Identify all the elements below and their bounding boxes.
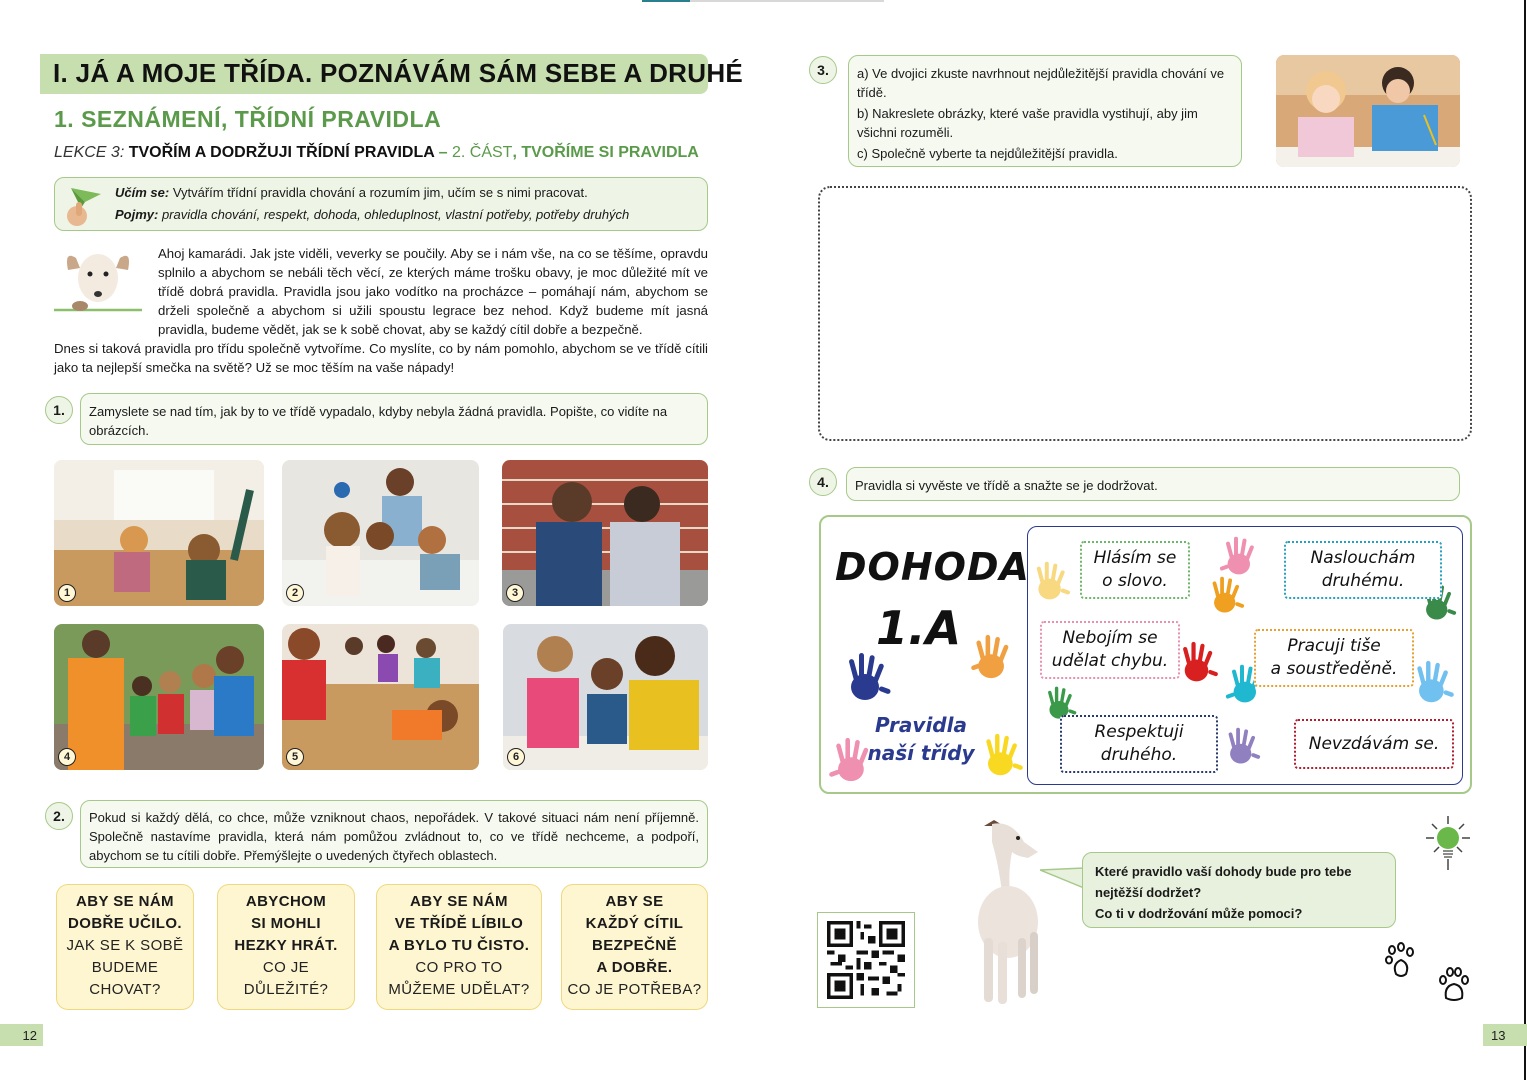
reflection-question-2: Co ti v dodržování může pomoci?: [1095, 906, 1303, 921]
area-card-question: [377, 957, 541, 1001]
photo-number-badge: 3: [506, 584, 524, 602]
drawing-area[interactable]: [818, 186, 1472, 441]
photo-number-badge: 6: [507, 748, 525, 766]
area-card-heading: [218, 891, 354, 957]
reflection-question-1: Které pravidlo vaší dohody bude pro tebe nejtěžší dodržet?: [1095, 864, 1352, 900]
photo-4: [54, 624, 264, 770]
learning-goal-text: Vytvářím třídní pravidla chování a rozumím jim, učím se s nimi pracovat.: [169, 185, 588, 200]
area-card-question-line: JAK SE K SOBĚ: [66, 937, 184, 954]
area-card-heading-line: DOBŘE UČILO.: [68, 915, 182, 932]
area-card-question-line: CO PRO TO: [415, 959, 503, 976]
poster-class-name: 1.A: [876, 601, 962, 655]
orange-handprint-icon: [969, 629, 1015, 685]
area-card-question-line: DŮLEŽITÉ?: [243, 981, 329, 998]
photo-2: [282, 460, 479, 606]
chapter-title: I. JÁ A MOJE TŘÍDA. POZNÁVÁM SÁM SEBE A DRUHÉ: [53, 58, 744, 88]
area-card-clean: [376, 884, 542, 1010]
lesson-prefix: LEKCE 3:: [54, 144, 129, 161]
rule-card: [1294, 719, 1454, 769]
area-card-heading-line: ABY SE NÁM: [76, 893, 174, 910]
area-card-learning: [56, 884, 194, 1010]
intro-paragraph-b: Dnes si taková pravidla pro třídu společně vytvoříme. Co myslíte, co by nám pomohlo, abychom se ve třídě cítili jako ta nejlepší smečka na světě? Už se moc těším na vaše nápady!: [54, 341, 708, 375]
bored-students-photo: [282, 624, 479, 770]
rule-text-line: Pracuji tiše: [1287, 636, 1381, 656]
task-1-number: 1.: [45, 396, 73, 424]
page-progress-bar[interactable]: [642, 0, 884, 2]
area-card-question: [57, 935, 193, 1001]
area-card-question: [562, 979, 707, 1001]
page-progress-fill: [642, 0, 690, 2]
kids-working-together-photo: [503, 624, 708, 770]
area-card-heading: [57, 891, 193, 935]
poster-title: DOHODA: [835, 545, 1030, 589]
reflection-speech-bubble: [1082, 852, 1396, 928]
dog-mascot-head-icon: [54, 244, 142, 312]
photo-6: [503, 624, 708, 770]
area-card-question-line: CHOVAT?: [89, 981, 161, 998]
poster-subtitle-line: naší třídy: [867, 741, 975, 765]
greyhound-dog-illustration: [962, 812, 1062, 1012]
rule-text-line: Respektuji: [1094, 722, 1184, 742]
lesson-comma: ,: [512, 144, 522, 161]
area-card-heading-line: SI MOHLI: [251, 915, 321, 932]
task-3-number: 3.: [809, 56, 837, 84]
photo-number-badge: 2: [286, 584, 304, 602]
kids-whispering-photo: [54, 624, 264, 770]
rule-text-line: Naslouchám: [1310, 548, 1416, 568]
yellow-handprint-icon: [1032, 553, 1072, 609]
lesson-dash: –: [434, 144, 452, 161]
rule-card: [1080, 541, 1190, 599]
section-title: 1. SEZNÁMENÍ, TŘÍDNÍ PRAVIDLA: [54, 106, 442, 132]
lesson-subtitle: TVOŘÍME SI PRAVIDLA: [521, 144, 699, 161]
page-number-left: 12: [0, 1024, 43, 1046]
light-blue-handprint-icon: [1412, 655, 1456, 709]
intro-paragraph-a: Ahoj kamarádi. Jak jste viděli, veverky se poučily. Aby se i nám vše, na co se těšíme, opravdu splnilo a abychom se nebáli těch věcí, ze kterých máme trošku obavy, je moc důležité mít ve třídě dobrá pravidla. Pravidla jsou jako vodítko na procházce – pomáhají nám, abychom se drželi společně a abychom si užili spoustu legrace bez nehod. Když budeme mít jasná pravidla, budeme vědět, jak se k sobě chovat, aby se každý cítil dobře a bezpečně.: [158, 246, 708, 337]
page-number-right: 13: [1483, 1024, 1527, 1046]
rule-card: [1254, 629, 1414, 687]
area-card-question-line: CO JE POTŘEBA?: [567, 981, 702, 998]
pink-handprint-icon: [827, 731, 873, 789]
rules-panel: [1027, 526, 1463, 785]
rule-text-line: Hlásím se: [1093, 548, 1177, 568]
rule-text-line: druhému.: [1321, 571, 1405, 591]
paper-plane-hand-icon: [63, 182, 105, 228]
area-card-heading-line: KAŽDÝ CÍTIL: [585, 915, 684, 932]
area-card-heading-line: VE TŘÍDĚ LÍBILO: [394, 915, 524, 932]
photo-number-badge: 5: [286, 748, 304, 766]
qr-code[interactable]: [817, 912, 915, 1008]
kids-drawing-photo: [1276, 55, 1460, 167]
task-2-number: 2.: [45, 802, 73, 830]
area-card-heading-line: ABY SE NÁM: [410, 893, 508, 910]
poster-subtitle-line: Pravidla: [875, 713, 967, 737]
area-card-play: [217, 884, 355, 1010]
photo-number-badge: 1: [58, 584, 76, 602]
yellow-handprint-icon: [981, 727, 1025, 783]
rule-card: [1284, 541, 1442, 599]
qr-code-icon: [826, 921, 906, 999]
area-card-heading-line: BEZPEČNĚ: [592, 937, 677, 954]
teacher-helping-kids-photo: [282, 460, 479, 606]
area-card-heading-line: A DOBŘE.: [596, 959, 673, 976]
photo-5: [282, 624, 479, 770]
task-4-instructions: Pravidla si vyvěste ve třídě a snažte se je dodržovat.: [846, 467, 1460, 501]
rule-text-line: druhého.: [1100, 745, 1178, 765]
learning-goal-label: Učím se:: [115, 185, 170, 200]
paw-print-icon: [1384, 942, 1418, 980]
viewer-edge-divider: [1524, 0, 1526, 1080]
paw-print-icon: [1436, 966, 1470, 1004]
lesson-part: 2. ČÁST: [451, 144, 513, 161]
task-3-item-a: a) Ve dvojici zkuste navrhnout nejdůležitější pravidla chování ve třídě.: [857, 66, 1225, 100]
area-card-question-line: CO JE: [262, 959, 310, 976]
task-3-instructions: [848, 55, 1242, 167]
rule-text-line: udělat chybu.: [1051, 651, 1169, 671]
lesson-title: TVOŘÍM A DODRŽUJI TŘÍDNÍ PRAVIDLA: [128, 144, 435, 161]
area-card-heading-line: ABY SE: [605, 893, 664, 910]
task-3-item-b: b) Nakreslete obrázky, které vaše pravidla vystihují, aby jim všichni rozuměli.: [857, 106, 1198, 140]
area-card-safe: [561, 884, 708, 1010]
rule-card: [1060, 715, 1218, 773]
purple-handprint-icon: [1224, 721, 1262, 771]
lesson-heading: [54, 144, 699, 162]
key-terms: [115, 207, 629, 222]
idea-lightbulb-icon: [1422, 816, 1474, 872]
rule-card: [1040, 621, 1180, 679]
area-card-heading: [377, 891, 541, 957]
area-card-heading: [562, 891, 707, 979]
photo-number-badge: 4: [58, 748, 76, 766]
photo-3: [502, 460, 708, 606]
area-card-question-line: BUDEME: [91, 959, 159, 976]
area-card-heading-line: ABYCHOM: [245, 893, 327, 910]
learning-goal: [115, 185, 588, 200]
key-terms-text: pravidla chování, respekt, dohoda, ohleduplnost, vlastní potřeby, potřeby druhých: [158, 207, 630, 222]
orange-handprint-icon: [1208, 571, 1246, 619]
boys-fighting-photo: [502, 460, 708, 606]
rule-text-line: Nevzdávám se.: [1308, 733, 1440, 754]
task-4-number: 4.: [809, 468, 837, 496]
learning-goals-box: [54, 177, 708, 231]
class-agreement-poster: [819, 515, 1472, 794]
task-2-instructions: Pokud si každý dělá, co chce, může vzniknout chaos, nepořádek. V takové situaci nám není příjemně. Společně nastavíme pravidla, která nám pomůžou zvládnout to, co ve třídě nechceme, a podpoří, abychom se tu cítili dobře. Přemýšlejte o uvedených čtyřech oblastech.: [80, 800, 708, 868]
area-card-question-line: MŮŽEME UDĚLAT?: [388, 981, 530, 998]
area-card-heading-line: HEZKY HRÁT.: [234, 937, 338, 954]
rule-text-line: a soustředěně.: [1270, 659, 1398, 679]
photo-1: [54, 460, 264, 606]
rule-text-line: Nebojím se: [1062, 628, 1158, 648]
kids-drawing-photo-image: [1276, 55, 1460, 167]
speech-bubble-tail: [1040, 866, 1084, 890]
navy-handprint-icon: [843, 649, 893, 705]
area-card-heading-line: A BYLO TU ČISTO.: [388, 937, 530, 954]
red-handprint-icon: [1178, 635, 1220, 689]
rule-text-line: o slovo.: [1102, 571, 1168, 591]
key-terms-label: Pojmy:: [115, 207, 159, 222]
task-1-instructions: Zamyslete se nad tím, jak by to ve třídě vypadalo, kdyby nebyla žádná pravidla. Popište, co vidíte na obrázcích.: [80, 393, 708, 445]
task-3-item-c: c) Společně vyberte ta nejdůležitější pravidla.: [857, 146, 1118, 161]
area-card-question: [218, 957, 354, 1001]
classroom-hands-raised-photo: [54, 460, 264, 606]
